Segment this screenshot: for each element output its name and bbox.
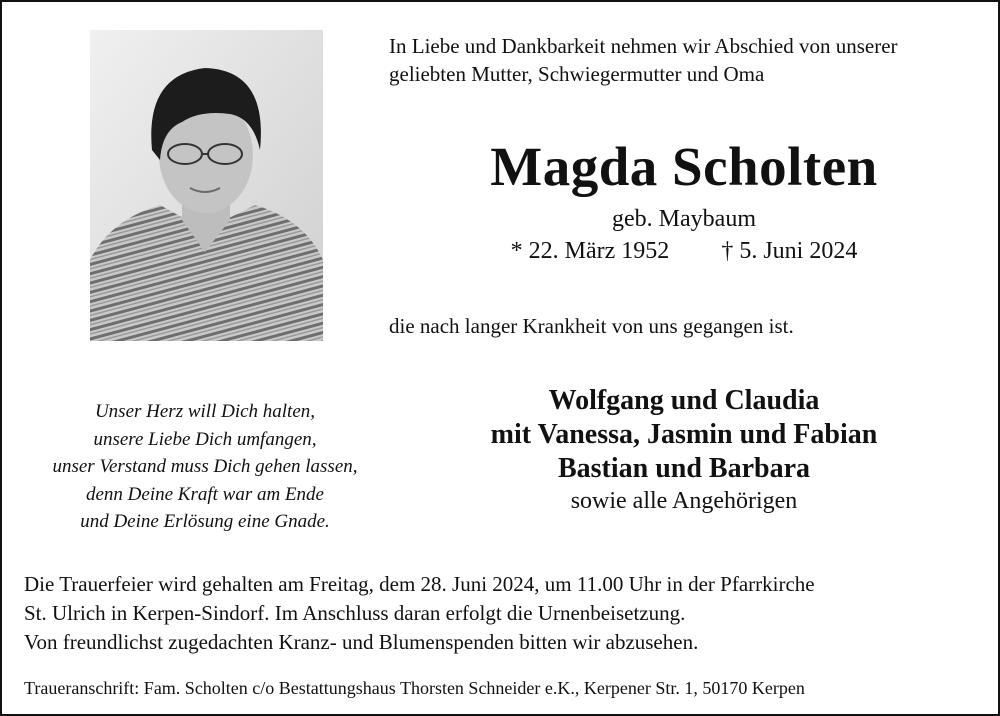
poem-line: denn Deine Kraft war am Ende — [85, 483, 324, 505]
poem-line: Unser Herz will Dich halten, — [94, 401, 316, 422]
poem-line: unser Verstand muss Dich gehen lassen, — [52, 456, 358, 477]
intro-line-1: In Liebe und Dankbarkeit nehmen wir Abschied von unserer — [389, 34, 898, 58]
life-dates — [384, 238, 984, 265]
mourners-list — [384, 384, 984, 516]
poem-line: unsere Liebe Dich umfangen, — [93, 428, 317, 450]
death-date: † 5. Juni 2024 — [721, 238, 858, 264]
mourners-line-1: Wolfgang und Claudia — [548, 385, 820, 416]
poem-line: und Deine Erlösung eine Gnade. — [80, 511, 330, 532]
poem — [10, 398, 400, 536]
mourners-line-3: Bastian und Barbara — [557, 453, 811, 484]
ceremony-info — [24, 570, 994, 657]
mourners-line-2: mit Vanessa, Jasmin und Fabian — [490, 419, 878, 450]
intro-line-2: geliebten Mutter, Schwiegermutter und Oma — [389, 62, 765, 86]
mourners-line-4: sowie alle Angehörigen — [570, 488, 798, 514]
portrait-photo — [90, 30, 323, 341]
deceased-name: Magda Scholten — [490, 136, 878, 197]
birth-date: * 22. März 1952 — [510, 238, 670, 264]
intro-text — [389, 32, 989, 88]
mourning-address: Traueranschrift: Fam. Scholten c/o Bestattungshaus Thorsten Schneider e.K., Kerpener Str. 1, 50170 Kerpen — [24, 678, 805, 698]
maiden-name: geb. Maybaum — [612, 206, 756, 232]
passing-text: die nach langer Krankheit von uns gegangen ist. — [389, 314, 794, 338]
ceremony-line: St. Ulrich in Kerpen-Sindorf. Im Anschluss daran erfolgt die Urnenbeisetzung. — [24, 601, 686, 625]
ceremony-line: Von freundlichst zugedachten Kranz- und Blumenspenden bitten wir abzusehen. — [24, 630, 699, 654]
ceremony-line: Die Trauerfeier wird gehalten am Freitag, dem 28. Juni 2024, um 11.00 Uhr in der Pfarrkirche — [24, 572, 815, 596]
